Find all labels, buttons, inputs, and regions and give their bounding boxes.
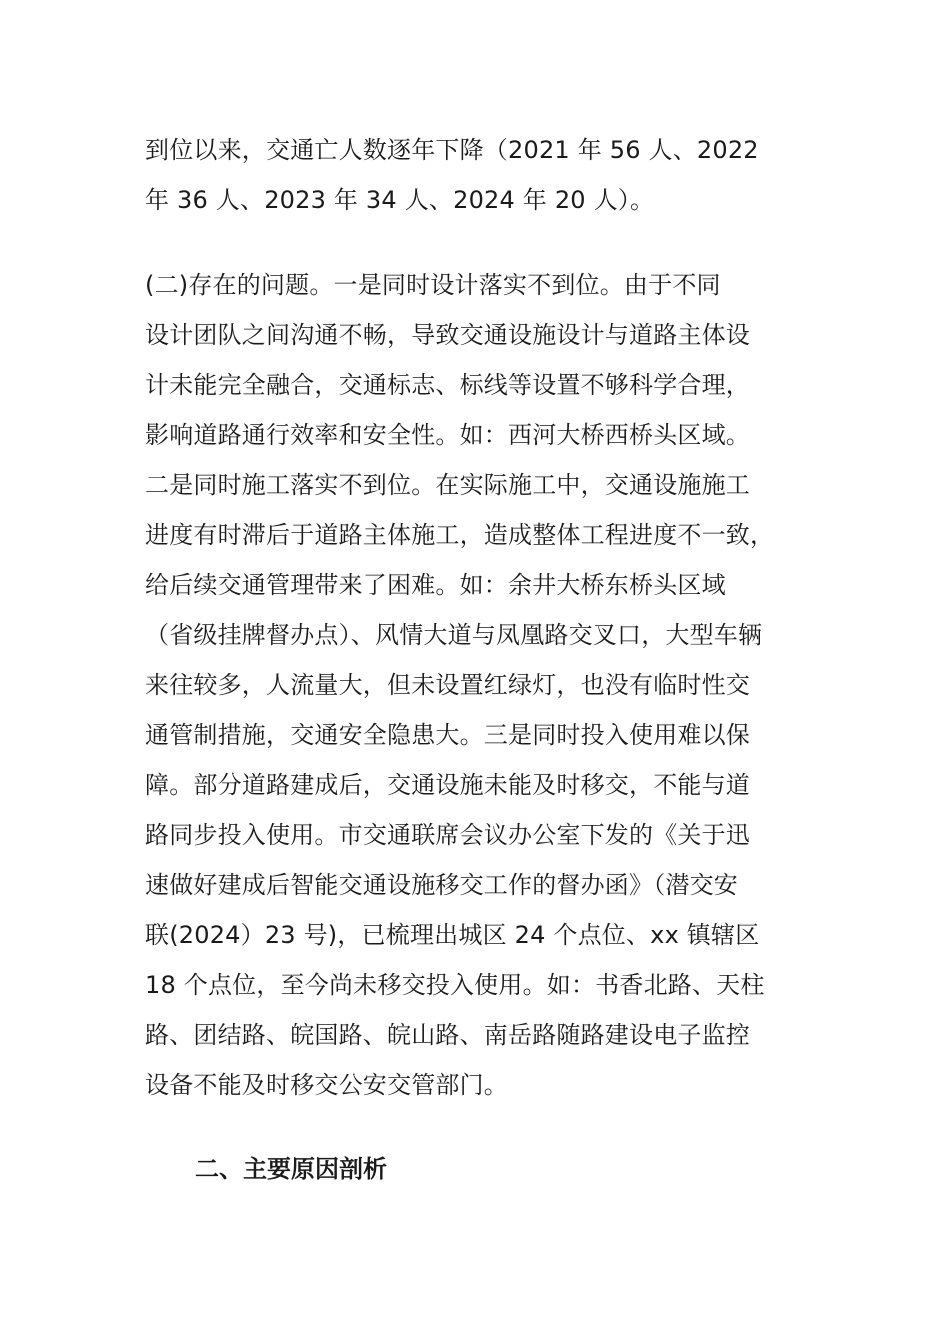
paragraph-2-line-11: 障。部分道路建成后，交通设施未能及时移交，不能与道	[145, 771, 750, 799]
paragraph-2-line-6: 进度有时滞后于道路主体施工，造成整体工程进度不一致，	[145, 521, 775, 549]
paragraph-2-line-16: 路、团结路、皖国路、皖山路、南岳路随路建设电子监控	[145, 1021, 750, 1049]
paragraph-2-line-3: 计未能完全融合，交通标志、标线等设置不够科学合理，	[145, 371, 750, 399]
paragraph-2-line-15: 18 个点位，至今尚未移交投入使用。如：书香北路、天柱	[145, 971, 765, 999]
paragraph-1-line-2: 年 36 人、2023 年 34 人、2024 年 20 人）。	[145, 186, 655, 214]
paragraph-2-line-17: 设备不能及时移交公安交管部门。	[145, 1071, 508, 1099]
paragraph-2-line-4: 影响道路通行效率和安全性。如：西河大桥西桥头区域。	[145, 421, 750, 449]
paragraph-2-line-1: (二)存在的问题。一是同时设计落实不到位。由于不同	[145, 271, 721, 299]
paragraph-2-line-7: 给后续交通管理带来了困难。如：余井大桥东桥头区域	[145, 571, 726, 599]
section-heading-2: 二、主要原因剖析	[195, 1155, 387, 1183]
paragraph-2-line-9: 来往较多，人流量大，但未设置红绿灯，也没有临时性交	[145, 671, 750, 699]
paragraph-2-line-5: 二是同时施工落实不到位。在实际施工中，交通设施施工	[145, 471, 750, 499]
paragraph-2-line-8: （省级挂牌督办点）、风情大道与凤凰路交叉口，大型车辆	[145, 621, 763, 649]
paragraph-2-line-14: 联(2024）23 号)，已梳理出城区 24 个点位、xx 镇辖区	[145, 921, 760, 949]
paragraph-2-line-10: 通管制措施，交通安全隐患大。三是同时投入使用难以保	[145, 721, 750, 749]
paragraph-2-line-13: 速做好建成后智能交通设施移交工作的督办函》（潜交安	[145, 871, 738, 899]
paragraph-2-line-2: 设计团队之间沟通不畅，导致交通设施设计与道路主体设	[145, 321, 750, 349]
paragraph-1-line-1: 到位以来，交通亡人数逐年下降（2021 年 56 人、2022	[145, 136, 759, 164]
paragraph-2-line-12: 路同步投入使用。市交通联席会议办公室下发的《关于迅	[145, 821, 750, 849]
